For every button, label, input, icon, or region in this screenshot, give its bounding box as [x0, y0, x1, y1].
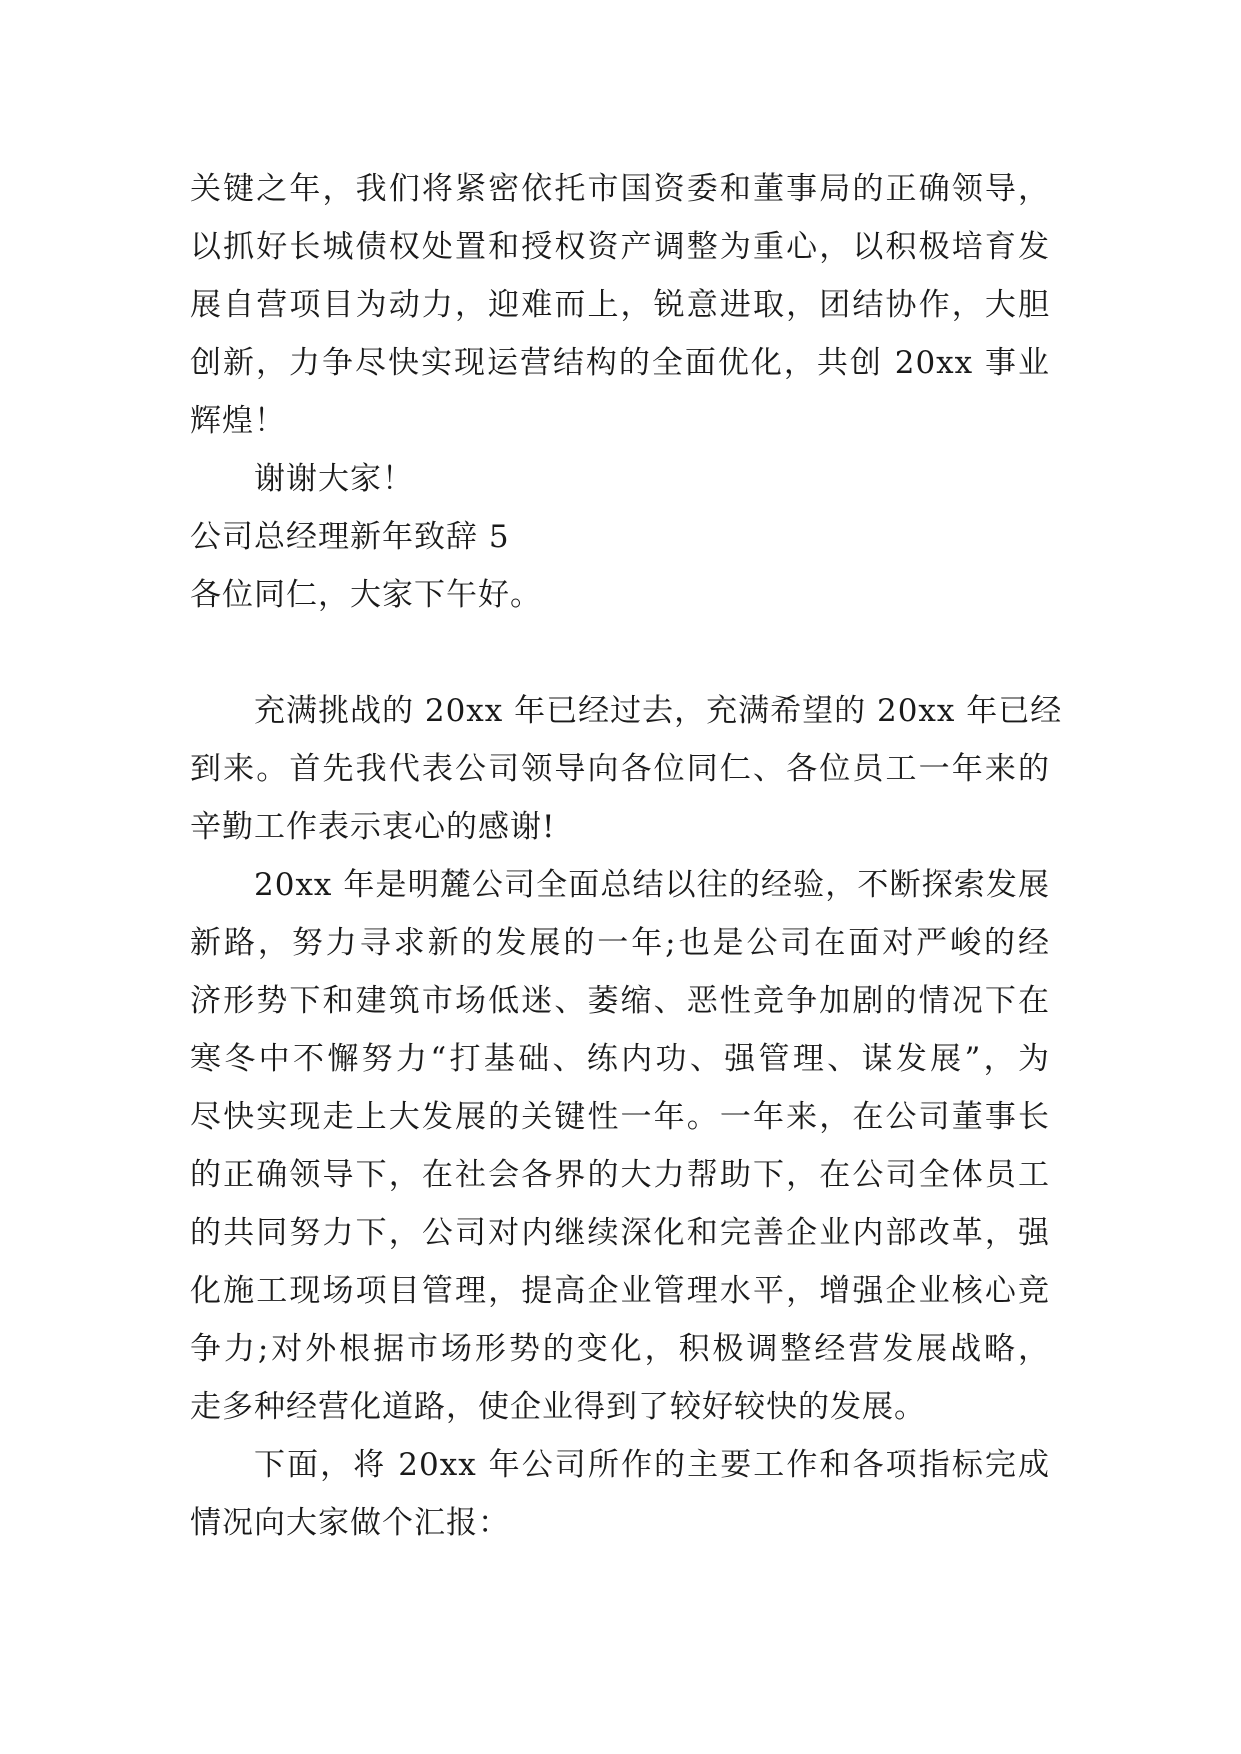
paragraph-3: [190, 1436, 1050, 1552]
text-line: 寒冬中不懈努力“打基础、练内功、强管理、谋发展”，为: [190, 1041, 1050, 1077]
text-line: 争力;对外根据市场形势的变化，积极调整经营发展战略，: [190, 1331, 1050, 1367]
paragraph-2: [190, 856, 1050, 1436]
thanks-line: 谢谢大家！: [254, 461, 414, 497]
text-line: 辉煌！: [190, 403, 286, 439]
blank-gap: [190, 624, 1050, 682]
text-line: 展自营项目为动力，迎难而上，锐意进取，团结协作，大胆: [190, 287, 1050, 323]
text-line: 的正确领导下，在社会各界的大力帮助下，在公司全体员工: [190, 1157, 1050, 1193]
text-line: 济形势下和建筑市场低迷、萎缩、恶性竞争加剧的情况下在: [190, 983, 1050, 1019]
text-line: 充满挑战的 20xx 年已经过去，充满希望的 20xx 年已经: [254, 693, 1063, 729]
text-line: 新路，努力寻求新的发展的一年;也是公司在面对严峻的经: [190, 925, 1050, 961]
text-line: 情况向大家做个汇报：: [190, 1505, 510, 1541]
paragraph-1: [190, 682, 1063, 856]
text-line: 到来。首先我代表公司领导向各位同仁、各位员工一年来的: [190, 751, 1050, 787]
text-line: 以抓好长城债权处置和授权资产调整为重心，以积极培育发: [190, 229, 1050, 265]
document-body: [190, 160, 1063, 1552]
text-line: 关键之年，我们将紧密依托市国资委和董事局的正确领导，: [190, 171, 1050, 207]
text-line: 的共同努力下，公司对内继续深化和完善企业内部改革，强: [190, 1215, 1050, 1251]
section-heading: 公司总经理新年致辞 5: [190, 519, 510, 555]
text-line: 20xx 年是明麓公司全面总结以往的经验，不断探索发展: [254, 867, 1050, 903]
text-line: 化施工现场项目管理，提高企业管理水平，增强企业核心竞: [190, 1273, 1050, 1309]
continuation-paragraph: [190, 160, 1050, 450]
greeting-line: 各位同仁，大家下午好。: [190, 577, 542, 613]
text-line: 创新，力争尽快实现运营结构的全面优化，共创 20xx 事业: [190, 345, 1050, 381]
text-line: 尽快实现走上大发展的关键性一年。一年来，在公司董事长: [190, 1099, 1050, 1135]
text-line: 辛勤工作表示衷心的感谢!: [190, 809, 556, 845]
text-line: 下面，将 20xx 年公司所作的主要工作和各项指标完成: [254, 1447, 1050, 1483]
text-line: 走多种经营化道路，使企业得到了较好较快的发展。: [190, 1389, 926, 1425]
